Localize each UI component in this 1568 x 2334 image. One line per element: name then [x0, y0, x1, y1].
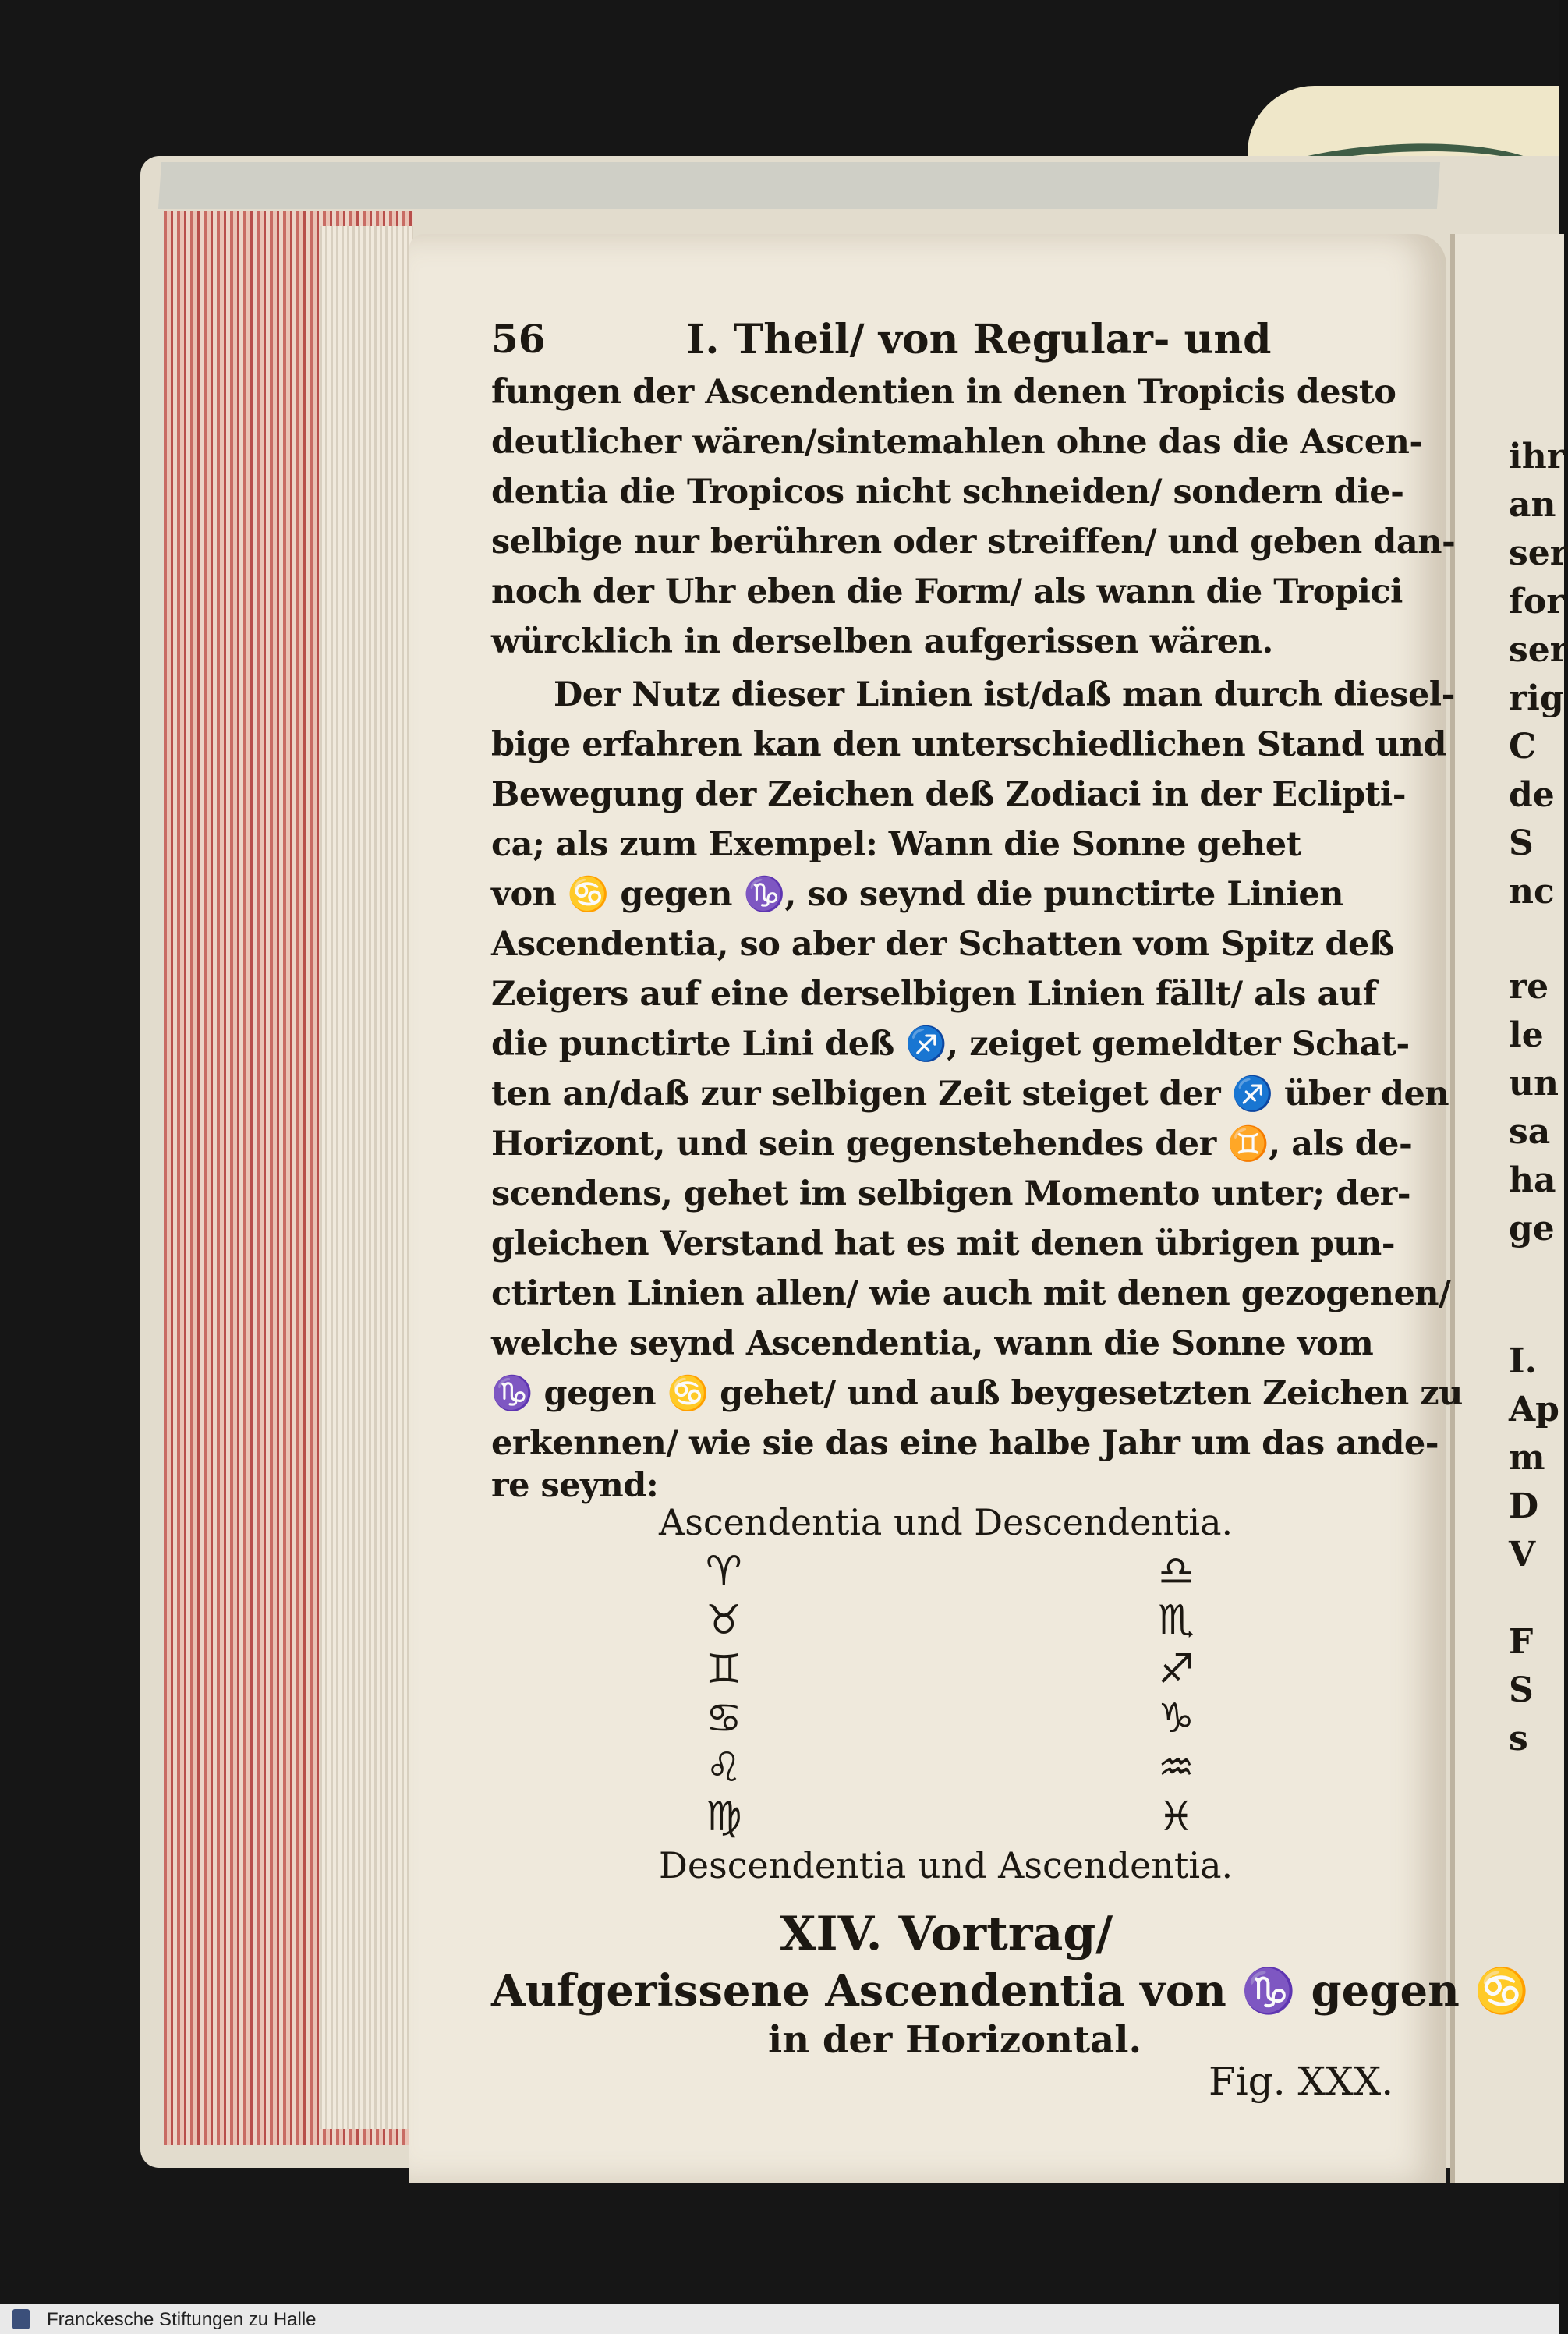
- right-page-fragment: ser: [1509, 533, 1568, 573]
- body-line: Zeigers auf eine derselbigen Linien fällt/ als auf: [491, 975, 1377, 1014]
- institution-name: Franckesche Stiftungen zu Halle: [47, 2309, 317, 2330]
- right-page-fragment: nc: [1509, 872, 1555, 912]
- body-line: deutlicher wären/sintemahlen ohne das die Ascen-: [491, 423, 1423, 462]
- body-line: re seynd:: [491, 1466, 659, 1505]
- body-line: würcklich in derselben aufgerissen wären.: [491, 622, 1273, 661]
- right-page-fragment: I.: [1509, 1341, 1537, 1381]
- right-page-fragment: C: [1509, 727, 1537, 767]
- body-line: fungen der Ascendentien in denen Tropicis desto: [491, 373, 1396, 412]
- right-page-fragment: s: [1509, 1719, 1528, 1758]
- body-line: ctirten Linien allen/ wie auch mit denen gezogenen/: [491, 1274, 1451, 1313]
- body-line: von ♋ gegen ♑, so seynd die punctirte Linien: [491, 875, 1344, 914]
- body-line: scendens, gehet im selbigen Momento unter; der-: [491, 1174, 1411, 1213]
- right-page-fragment: ser: [1509, 630, 1568, 670]
- zodiac-sign-icon: ♏: [1158, 1597, 1195, 1644]
- body-line: selbige nur berühren oder streiffen/ und geben dan-: [491, 522, 1456, 561]
- body-line: welche seynd Ascendentia, wann die Sonne vom: [491, 1324, 1374, 1363]
- page-number: 56: [491, 316, 546, 362]
- institution-logo-icon: [12, 2309, 30, 2329]
- zodiac-sign-icon: ♓: [1158, 1794, 1195, 1840]
- zodiac-sign-icon: ♉: [706, 1597, 742, 1644]
- page-stack-edge: [320, 226, 413, 2129]
- body-line: Der Nutz dieser Linien ist/daß man durch diesel-: [554, 675, 1455, 714]
- section-subtitle: Aufgerissene Ascendentia von ♑ gegen ♋: [491, 1965, 1530, 2017]
- right-page-fragment: ihr: [1509, 437, 1565, 476]
- right-page-fragment: le: [1509, 1015, 1544, 1055]
- body-line: Bewegung der Zeichen deß Zodiaci in der Eclipti-: [491, 775, 1407, 814]
- right-page-fragment: D: [1509, 1486, 1539, 1526]
- right-page-fragment: ge: [1509, 1209, 1555, 1248]
- body-line: dentia die Tropicos nicht schneiden/ sondern die-: [491, 473, 1404, 512]
- right-page-fragment: V: [1509, 1535, 1536, 1574]
- body-line: ♑ gegen ♋ gehet/ und auß beygesetzten Zeichen zu: [491, 1374, 1463, 1413]
- right-page-fragment: F: [1509, 1622, 1534, 1662]
- section-subtitle-line-2: in der Horizontal.: [768, 2018, 1142, 2062]
- zodiac-sign-icon: ♈: [706, 1548, 742, 1595]
- section-title: XIV. Vortrag/: [780, 1907, 1113, 1961]
- running-head: I. Theil/ von Regular- und: [686, 316, 1272, 363]
- body-line: ca; als zum Exempel: Wann die Sonne gehet: [491, 825, 1301, 864]
- right-page-fragment: de: [1509, 775, 1555, 815]
- figure-reference: Fig. XXX.: [1209, 2059, 1394, 2104]
- zodiac-sign-icon: ♌: [706, 1744, 742, 1791]
- right-page-fragment: an: [1509, 485, 1556, 525]
- right-page-fragment: S: [1509, 1670, 1534, 1710]
- right-page-fragment: m: [1509, 1438, 1545, 1478]
- right-page-fragment: for: [1509, 582, 1565, 622]
- table-heading: Ascendentia und Descendentia.: [659, 1501, 1234, 1543]
- table-footer: Descendentia und Ascendentia.: [659, 1844, 1234, 1886]
- right-page-fragment: rig: [1509, 678, 1564, 718]
- zodiac-sign-icon: ♊: [706, 1646, 742, 1693]
- right-page-fragment: re: [1509, 967, 1549, 1007]
- right-page-fragment: sa: [1509, 1112, 1551, 1152]
- zodiac-sign-icon: ♐: [1158, 1646, 1195, 1693]
- body-line: gleichen Verstand hat es mit denen übrigen pun-: [491, 1224, 1396, 1263]
- zodiac-sign-icon: ♒: [1158, 1744, 1195, 1791]
- body-line: Horizont, und sein gegenstehendes der ♊, als de-: [491, 1124, 1413, 1163]
- zodiac-sign-icon: ♎: [1158, 1548, 1195, 1595]
- right-page-fragment: Ap: [1509, 1390, 1559, 1429]
- right-page-fragment: S: [1509, 823, 1534, 863]
- body-line: bige erfahren kan den unterschiedlichen Stand und: [491, 725, 1446, 764]
- book-top-edge: [158, 162, 1440, 209]
- body-line: Ascendentia, so aber der Schatten vom Spitz deß: [491, 925, 1394, 964]
- zodiac-sign-icon: ♋: [706, 1695, 742, 1742]
- body-line: ten an/daß zur selbigen Zeit steiget der ♐ über den: [491, 1075, 1449, 1114]
- footer-bar: [0, 2304, 1559, 2334]
- body-line: erkennen/ wie sie das eine halbe Jahr um das ande-: [491, 1424, 1439, 1463]
- zodiac-sign-icon: ♑: [1158, 1695, 1195, 1742]
- right-page-fragment: un: [1509, 1064, 1559, 1103]
- body-line: noch der Uhr eben die Form/ als wann die Tropici: [491, 572, 1403, 611]
- body-line: die punctirte Lini deß ♐, zeiget gemeldter Schat-: [491, 1025, 1410, 1064]
- right-page-fragment: ha: [1509, 1160, 1556, 1200]
- zodiac-sign-icon: ♍: [706, 1794, 742, 1840]
